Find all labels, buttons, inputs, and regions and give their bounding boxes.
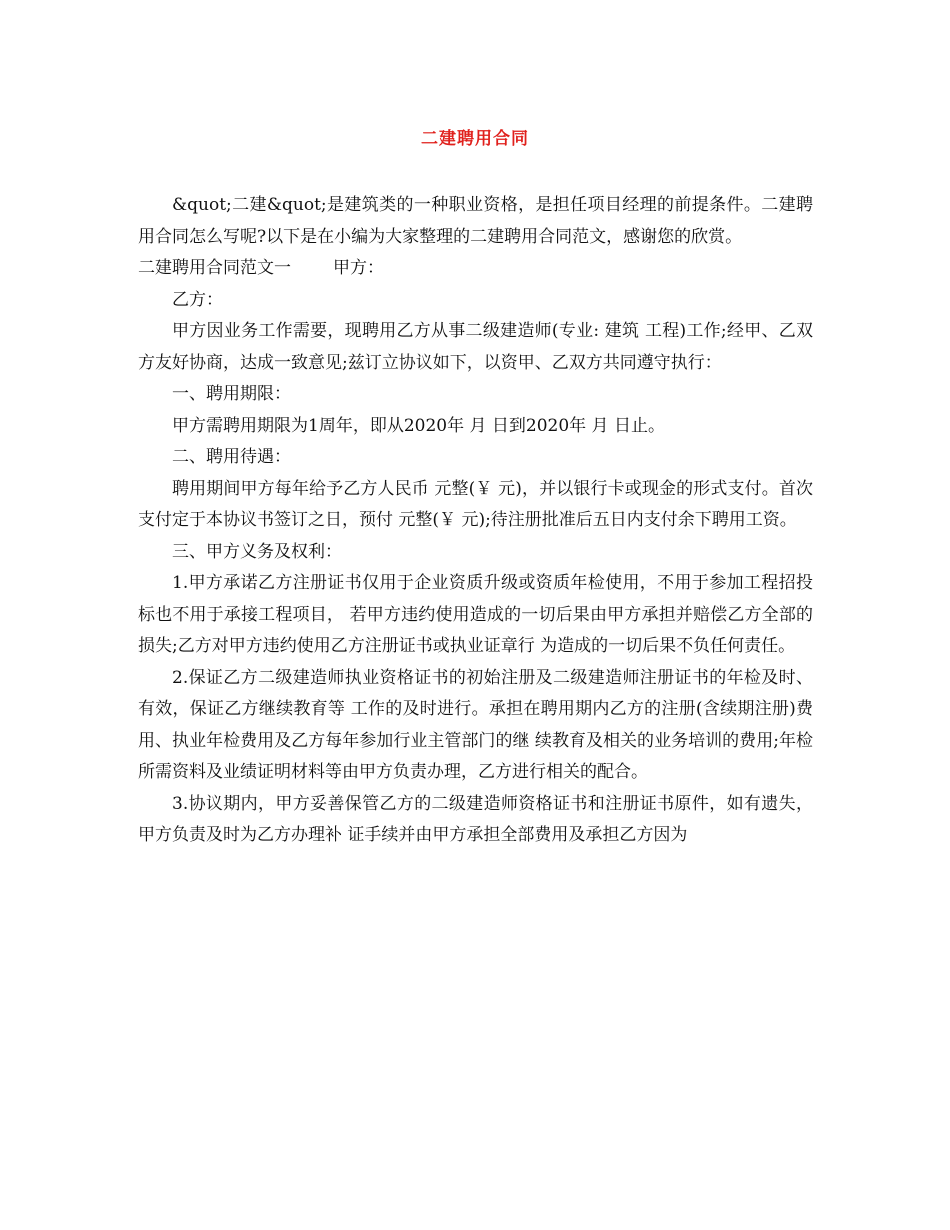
party-b-label: 乙方：	[172, 289, 223, 310]
sample-heading-row	[138, 253, 813, 285]
intro-paragraph: &quot;二建&quot;是建筑类的一种职业资格，是担任项目经理的前提条件。二建聘用合同怎么写呢?以下是在小编为大家整理的二建聘用合同范文，感谢您的欣赏。	[138, 195, 813, 247]
sample-heading: 二建聘用合同范文一	[138, 258, 291, 278]
term-paragraph: 甲方需聘用期限为1周年，即从2020年 月 日到2020年 月 日止。	[172, 415, 665, 436]
party-a-label: 甲方：	[333, 258, 384, 278]
document-title: 二建聘用合同	[421, 129, 529, 149]
obligation-item-1: 1.甲方承诺乙方注册证书仅用于企业资质升级或资质年检使用，不用于参加工程招投标也不用于承接工程项目， 若甲方违约使用造成的一切后果由甲方承担并赔偿乙方全部的损失;乙方对甲方违约使用乙方注册证书或执业证章行 为造成的一切后果不负任何责任。	[138, 573, 813, 656]
salary-paragraph: 聘用期间甲方每年给予乙方人民币 元整(￥ 元)，并以银行卡或现金的形式支付。首次支付定于本协议书签订之日，预付 元整(￥ 元);待注册批准后五日内支付余下聘用工资。	[138, 478, 813, 530]
purpose-paragraph: 甲方因业务工作需要，现聘用乙方从事二级建造师(专业: 建筑 工程)工作;经甲、乙双方友好协商，达成一致意见;兹订立协议如下，以资甲、乙双方共同遵守执行：	[138, 321, 813, 373]
obligation-item-3: 3.协议期内，甲方妥善保管乙方的二级建造师资格证书和注册证书原件，如有遗失，甲方负责及时为乙方办理补 证手续并由甲方承担全部费用及承担乙方因为	[138, 793, 813, 845]
section-heading-salary: 二、聘用待遇：	[172, 447, 291, 467]
section-heading-obligations: 三、甲方义务及权利：	[172, 541, 342, 562]
obligation-item-2: 2.保证乙方二级建造师执业资格证书的初始注册及二级建造师注册证书的年检及时、有效，保证乙方继续教育等 工作的及时进行。承担在聘用期内乙方的注册(含续期注册)费用、执业年检费用及乙方每年参加行业主管部门的继 续教育及相关的业务培训的费用;年检所需资料及业绩证明材料等由甲方负责办理，乙方进行相关的配合。	[138, 667, 813, 782]
document-body	[138, 190, 813, 852]
section-heading-term: 一、聘用期限：	[172, 384, 291, 404]
